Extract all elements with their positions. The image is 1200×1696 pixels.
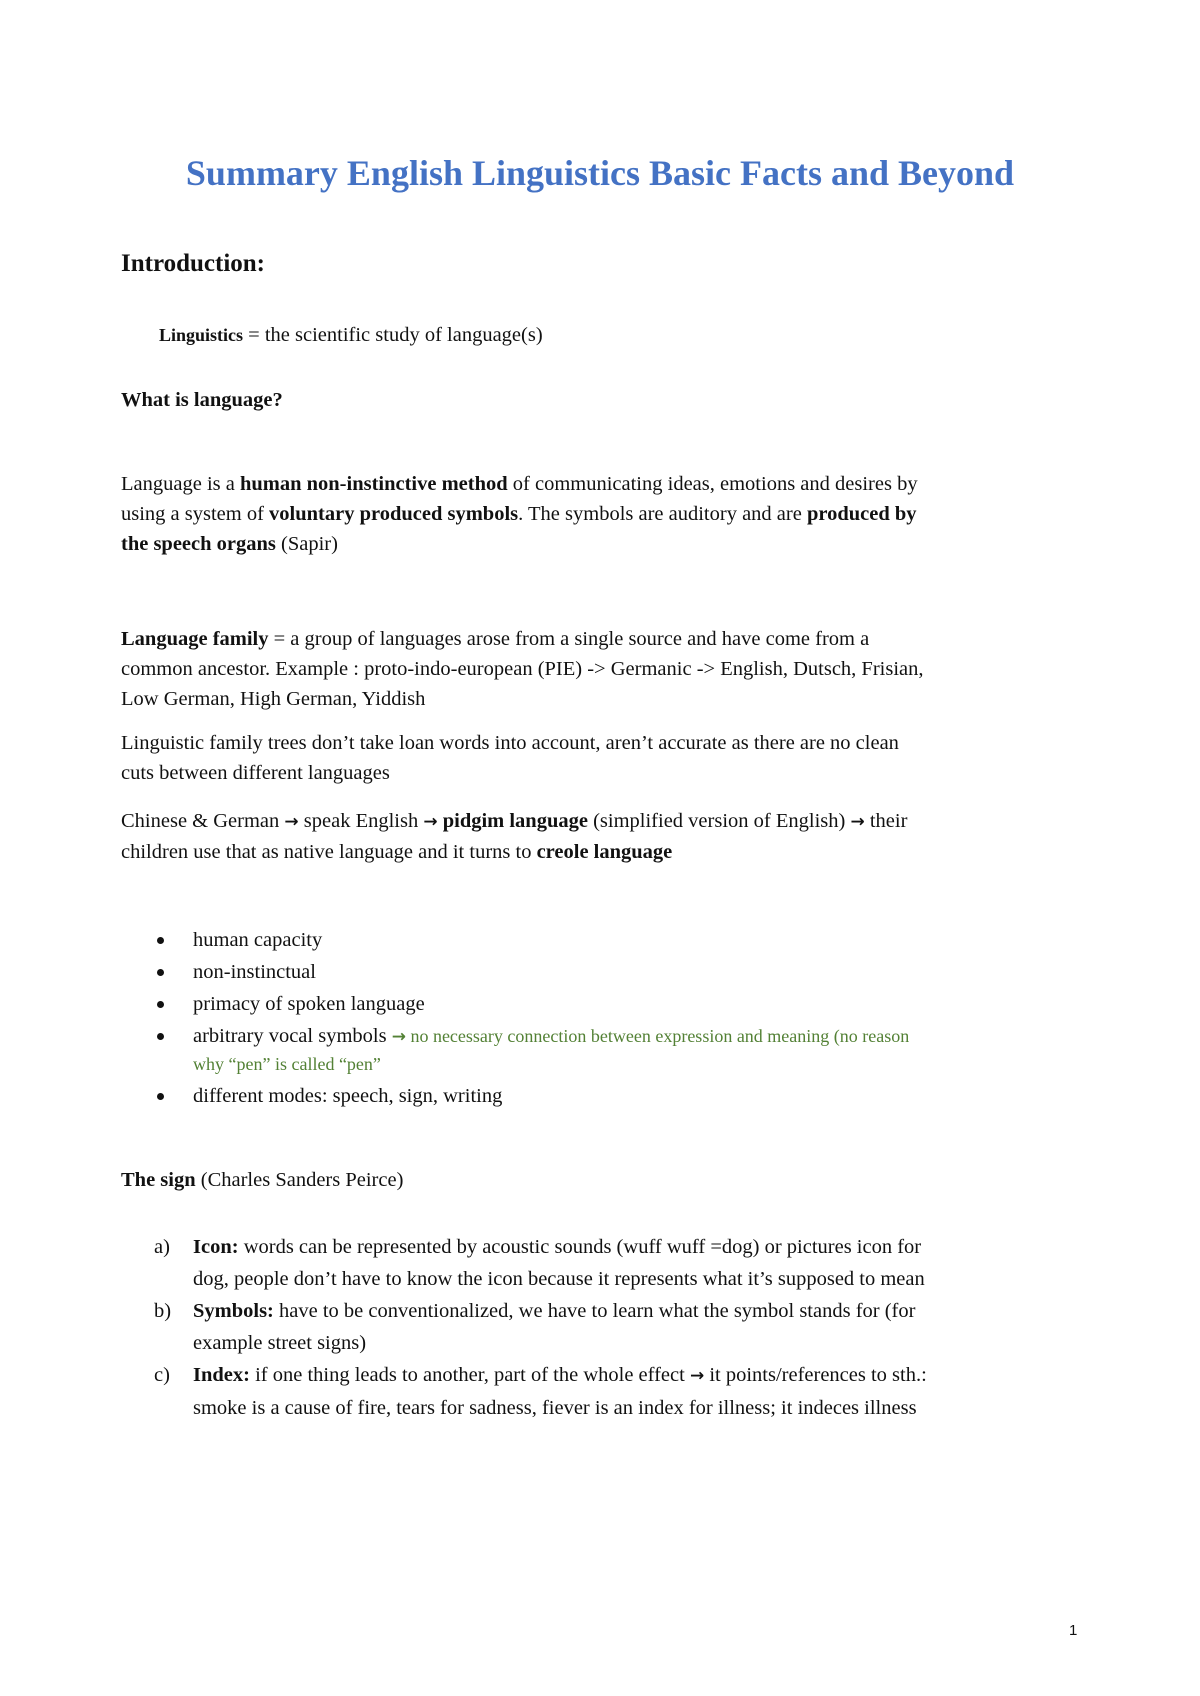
trees-line-1: Linguistic family trees don’t take loan words into account, aren’t accurate as there are no clean (121, 732, 899, 754)
document-title: Summary English Linguistics Basic Facts and Beyond (185, 153, 1015, 193)
sapir-line-1 (121, 469, 1081, 499)
family-trees-paragraph (121, 728, 1081, 788)
text-run: (simplified version of English) (587, 810, 851, 832)
text-run: Chinese & German (121, 810, 285, 832)
bold-run: voluntary produced symbols (269, 503, 519, 525)
list-item-text: dog, people don’t have to know the icon because it represents what it’s supposed to mean (193, 1268, 925, 1290)
what-is-language-heading: What is language? (121, 389, 283, 411)
arrow-icon: → (689, 1366, 705, 1386)
list-item-text (193, 1359, 1081, 1392)
list-item-text (193, 1231, 1081, 1263)
bold-run: produced by (806, 503, 917, 525)
green-note: no necessary connection between expression and meaning (no reason (405, 1026, 910, 1046)
linguistics-term: Linguistics (159, 325, 244, 345)
list-item-text: smoke is a cause of fire, tears for sadness, fiever is an index for illness; it indeces illness (193, 1397, 917, 1419)
bullet-icon (157, 937, 164, 944)
language-family-paragraph (121, 624, 1081, 714)
text-run: (Charles Sanders Peirce) (195, 1169, 404, 1191)
symbols-term: Symbols: (193, 1300, 274, 1322)
list-item (121, 927, 1081, 954)
sapir-line-2 (121, 499, 1081, 529)
bullet-icon (157, 969, 164, 976)
page-number: 1 (1069, 1622, 1078, 1639)
sign-heading (121, 1165, 403, 1195)
list-item-text (193, 1295, 1081, 1327)
list-item-text: primacy of spoken language (193, 993, 425, 1015)
arrow-icon: → (423, 812, 438, 832)
bold-run: human non-instinctive method (239, 473, 508, 495)
pidgin-line-1 (121, 806, 1081, 837)
list-marker: b) (154, 1300, 172, 1322)
list-item (121, 1023, 1081, 1078)
arrow-icon: → (284, 812, 299, 832)
text-run: . The symbols are auditory and are (518, 503, 807, 525)
text-run: = a group of languages arose from a single source and have come from a (268, 628, 870, 650)
text-run: speak English (298, 810, 424, 832)
list-item-text: different modes: speech, sign, writing (193, 1085, 503, 1107)
creole-term: creole language (536, 841, 673, 863)
sapir-line-3 (121, 529, 1081, 559)
text-run: if one thing leads to another, part of the whole effect (249, 1364, 690, 1386)
list-item (121, 1083, 1081, 1110)
text-run: words can be represented by acoustic sounds (wuff wuff =dog) or pictures icon for (238, 1236, 922, 1258)
language-family-term: Language family (121, 628, 269, 650)
text-run: (Sapir) (275, 533, 338, 555)
bullet-icon (157, 1093, 164, 1100)
text-run: using a system of (121, 503, 270, 525)
icon-term: Icon: (193, 1236, 239, 1258)
text-run: arbitrary vocal symbols (193, 1025, 392, 1047)
family-line-1 (121, 624, 1081, 654)
sign-term: The sign (121, 1169, 196, 1191)
pidgin-term: pidgim language (442, 810, 588, 832)
text-run: Language is a (121, 473, 240, 495)
list-marker: a) (154, 1236, 170, 1258)
list-item-text (193, 1023, 1081, 1051)
list-item (121, 991, 1081, 1018)
list-item-text: example street signs) (193, 1332, 367, 1354)
green-note: why “pen” is called “pen” (193, 1054, 381, 1074)
list-item (121, 1231, 1081, 1295)
sign-types-list (121, 1231, 1081, 1424)
bold-run: the speech organs (121, 533, 276, 555)
list-marker: c) (154, 1364, 170, 1386)
family-line-2: common ancestor. Example : proto-indo-european (PIE) -> Germanic -> English, Dutsch, Frisian, (121, 658, 924, 680)
index-term: Index: (193, 1364, 250, 1386)
text-run: have to be conventionalized, we have to learn what the symbol stands for (for (273, 1300, 916, 1322)
text-run: their (864, 810, 908, 832)
sapir-definition-paragraph (121, 469, 1081, 559)
pidgin-line-2 (121, 837, 1081, 867)
list-item-text: human capacity (193, 929, 323, 951)
pidgin-paragraph (121, 806, 1081, 867)
text-run: it points/references to sth.: (704, 1364, 927, 1386)
language-properties-list (121, 927, 1081, 1115)
arrow-icon: → (391, 1027, 406, 1047)
bullet-icon (157, 1001, 164, 1008)
list-item (121, 1295, 1081, 1359)
text-run: of communicating ideas, emotions and desires by (507, 473, 918, 495)
arrow-icon: → (850, 812, 865, 832)
list-item (121, 959, 1081, 986)
trees-line-2: cuts between different languages (121, 762, 390, 784)
list-item-text: non-instinctual (193, 961, 316, 983)
text-run: children use that as native language and it turns to (121, 841, 537, 863)
introduction-heading: Introduction: (121, 250, 266, 277)
family-line-3: Low German, High German, Yiddish (121, 688, 426, 710)
linguistics-definition-text: = the scientific study of language(s) (243, 324, 543, 346)
list-item (121, 1359, 1081, 1424)
linguistics-definition (159, 320, 543, 350)
bullet-icon (157, 1033, 164, 1040)
